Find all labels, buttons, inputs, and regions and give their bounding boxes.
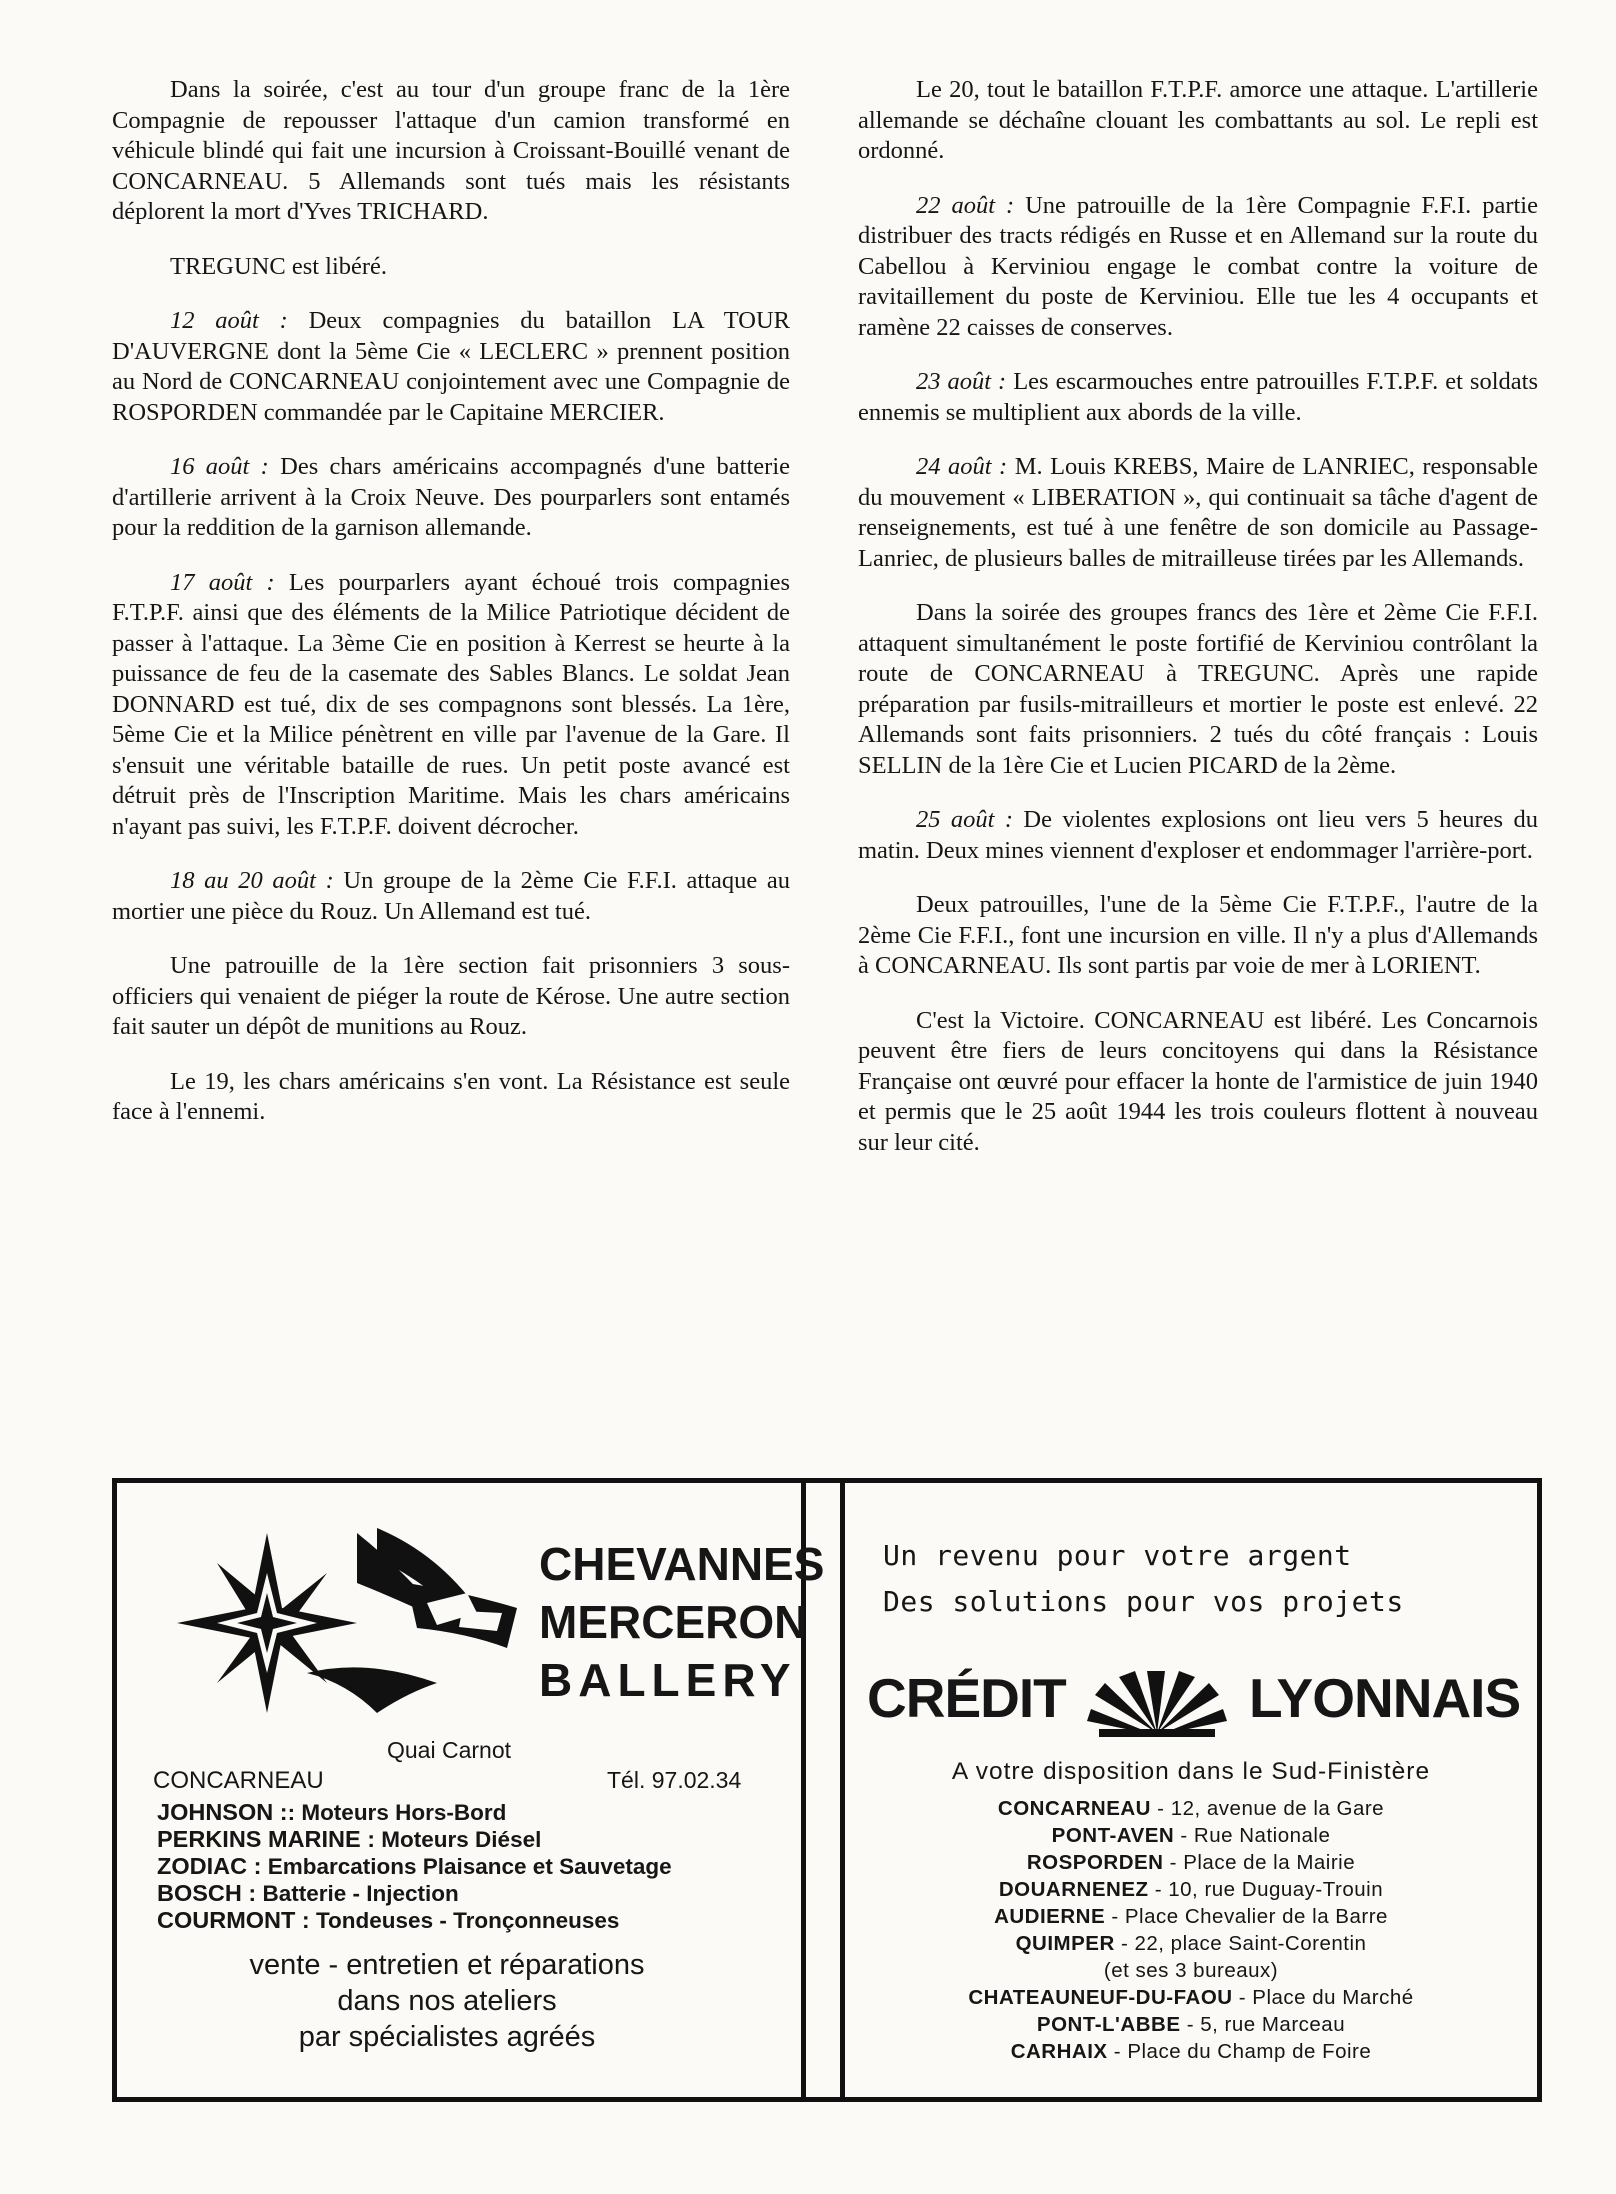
brand-description: Batterie - Injection [256, 1881, 459, 1906]
agency-city: DOUARNENEZ [998, 1878, 1149, 1901]
agency-address: - Place du Champ de Foire [1107, 2040, 1372, 2063]
date-label: 25 août : [916, 806, 1014, 833]
article-left-column [112, 75, 790, 1152]
service-line: par spécialistes agréés [298, 2021, 596, 2053]
agency-city: CARHAIX [1010, 2040, 1108, 2063]
brand-item [157, 1826, 672, 1853]
agency-address: - Place de la Mairie [1163, 1851, 1356, 1874]
article-right-column [858, 75, 1538, 1182]
availability-text: A votre disposition dans le Sud-Finistère [951, 1758, 1431, 1785]
compass-star-and-flags-icon [177, 1513, 527, 1728]
credit-lyonnais-fan-logo-icon [1077, 1663, 1237, 1743]
agency-city: PONT-AVEN [1051, 1824, 1175, 1847]
agency-address: - Place Chevalier de la Barre [1105, 1905, 1388, 1928]
paragraph [112, 568, 790, 843]
paragraph-text: C'est la Victoire. CONCARNEAU est libéré. Les Concarnois peuvent être fiers de leurs concitoyens qui dans la Résistance Française ont œuvré pour effacer la honte de l'armistice de juin 1940 et permis que le 25 août 1944 les trois couleurs flottent à nouveau sur leur cité. [858, 1006, 1538, 1156]
tagline-line: Des solutions pour vos projets [883, 1585, 1404, 1618]
agency-item [845, 1822, 1537, 1849]
brand-description: Moteurs Diésel [375, 1827, 542, 1852]
paragraph [112, 452, 790, 544]
brand-item [157, 1907, 672, 1934]
phone-number: Tél. 97.02.34 [607, 1767, 742, 1793]
paragraph-text: Un groupe de la 2ème Cie F.F.I. attaque au mortier une pièce du Rouz. Un Allemand est tué. [112, 867, 790, 925]
brand-list [157, 1799, 672, 1934]
paragraph [858, 598, 1538, 781]
agency-address: - Place du Marché [1232, 1986, 1414, 2009]
paragraph-text: Le 20, tout le bataillon F.T.P.F. amorce une attaque. L'artillerie allemande se déchaîne clouant les combattants au sol. Le repli est ordonné. [858, 76, 1538, 164]
ad-chevannes-merceron-ballery [117, 1483, 825, 2097]
paragraph-text: Le 19, les chars américains s'en vont. La Résistance est seule face à l'ennemi. [112, 1067, 790, 1125]
company-name [539, 1535, 825, 1709]
agency-address: - 12, avenue de la Gare [1150, 1797, 1385, 1820]
tagline [883, 1533, 1404, 1625]
paragraph-text: Des chars américains accompagnés d'une batterie d'artillerie arrivent à la Croix Neuve. Des pourparlers sont entamés pour la reddition de la garnison allemande. [112, 453, 791, 541]
tagline-line: Un revenu pour votre argent [883, 1539, 1352, 1572]
paragraph-text: Une patrouille de la 1ère Compagnie F.F.I. partie distribuer des tracts rédigés en Russe et en Allemand sur la route du Cabellou à Kerviniou engage le combat contre la voiture de ravitaillement du poste de Kerviniou. Elle tue les 4 occupants et ramène 22 caisses de conserves. [858, 191, 1538, 341]
paragraph-text: Les escarmouches entre patrouilles F.T.P.F. et soldats ennemis se multiplient aux abords de la ville. [858, 368, 1538, 426]
paragraph-text: Dans la soirée, c'est au tour d'un groupe franc de la 1ère Compagnie de repousser l'attaque d'un camion transformé en véhicule blindé qui fait une incursion à Croissant-Bouillé venant de CONCARNEAU. 5 Allemands sont tués mais les résistants déplorent la mort d'Yves TRICHARD. [112, 76, 790, 225]
paragraph [858, 805, 1538, 866]
agency-item [845, 1849, 1537, 1876]
brand-name: COURMONT : [157, 1907, 310, 1933]
agency-list [845, 1795, 1537, 2065]
paragraph [858, 75, 1538, 167]
agency-city: CHATEAUNEUF-DU-FAOU [968, 1986, 1233, 2009]
paragraph [112, 75, 790, 228]
address: Quai Carnot [387, 1737, 512, 1763]
agency-address: - Rue Nationale [1174, 1824, 1331, 1847]
agency-item [845, 1903, 1537, 1930]
agency-city: ROSPORDEN [1026, 1851, 1164, 1874]
agency-item [845, 1930, 1537, 1957]
brand-item [157, 1853, 672, 1880]
paragraph-text: De violentes explosions ont lieu vers 5 heures du matin. Deux mines viennent d'exploser et endommager l'arrière-port. [858, 806, 1538, 864]
agency-item [845, 2038, 1537, 2065]
agency-city: CONCARNEAU [997, 1797, 1151, 1820]
agency-address: - 22, place Saint-Corentin [1114, 1932, 1367, 1955]
paragraph-text: Les pourparlers ayant échoué trois compagnies F.T.P.F. ainsi que des éléments de la Milice Patriotique décident de passer à l'attaque. La 3ème Cie en position à Kerrest se heurte à la puissance de feu de la casemate des Sables Blancs. Le soldat Jean DONNARD est tué, dix de ses compagnons sont blessés. La 1ère, 5ème Cie et la Milice pénètrent en ville par l'avenue de la Gare. Il s'ensuit une véritable bataille de rues. Un petit poste avancé est détruit près de l'Inscription Maritime. Mais les chars américains n'ayant pas suivi, les F.T.P.F. doivent décrocher. [112, 568, 791, 840]
paragraph-text: Deux patrouilles, l'une de la 5ème Cie F.T.P.F., l'autre de la 2ème Cie F.F.I., font une incursion en ville. Il n'y a plus d'Allemands à CONCARNEAU. Ils sont partis par voie de mer à LORIENT. [858, 891, 1538, 979]
agency-item [845, 1795, 1537, 1822]
paragraph [858, 890, 1538, 982]
paragraph-text: Une patrouille de la 1ère section fait prisonniers 3 sous-officiers qui venaient de piéger la route de Kérose. Une autre section fait sauter un dépôt de munitions au Rouz. [112, 952, 790, 1040]
paragraph [112, 306, 790, 428]
agency-item [845, 1876, 1537, 1903]
agency-address: - 5, rue Marceau [1180, 2013, 1346, 2036]
city: CONCARNEAU [153, 1767, 324, 1794]
date-label: 23 août : [916, 368, 1007, 395]
date-label: 22 août : [916, 191, 1015, 219]
agency-address: - 10, rue Duguay-Trouin [1148, 1878, 1384, 1901]
paragraph [858, 1006, 1538, 1159]
date-label: 17 août : [170, 568, 275, 596]
brand-description: Tondeuses - Tronçonneuses [309, 1908, 620, 1933]
brand-name: PERKINS MARINE : [157, 1826, 376, 1852]
service-line: dans nos ateliers [337, 1985, 557, 2017]
paragraph-text: Deux compagnies du bataillon LA TOUR D'AUVERGNE dont la 5ème Cie « LECLERC » prennent position au Nord de CONCARNEAU conjointement avec une Compagnie de ROSPORDEN commandée par le Capitaine MERCIER. [112, 307, 790, 426]
paragraph-text: TREGUNC est libéré. [170, 252, 388, 280]
agency-city: PONT-L'ABBE [1036, 2013, 1181, 2036]
brand-name: ZODIAC : [157, 1853, 262, 1879]
brand-description: Embarcations Plaisance et Sauvetage [261, 1854, 672, 1879]
date-label: 12 août : [170, 307, 288, 334]
advertisements-box [112, 1478, 1542, 2102]
paragraph [112, 951, 790, 1043]
brand-name: JOHNSON : [157, 1799, 288, 1825]
company-name-line: BALLERY [539, 1654, 797, 1706]
brand-item [157, 1799, 672, 1826]
brand-description: : Moteurs Hors-Bord [287, 1800, 507, 1825]
paragraph [112, 252, 790, 283]
paragraph-text: Dans la soirée des groupes francs des 1ère et 2ème Cie F.F.I. attaquent simultanément le poste fortifié de Kerviniou contrôlant la route de CONCARNEAU à TREGUNC. Après une rapide préparation par fusils-mitrailleurs et mortier le poste est enlevé. 22 Allemands sont faits prisonniers. 2 tués du côté français : Louis SELLIN de la 1ère Cie et Lucien PICARD de la 2ème. [858, 599, 1538, 779]
brand-name-right: LYONNAIS [1249, 1667, 1521, 1729]
service-text [157, 1947, 737, 2055]
ad-credit-lyonnais [845, 1483, 1537, 2097]
agency-city: AUDIERNE [994, 1905, 1106, 1928]
agency-item [845, 1957, 1537, 1984]
agency-address: (et ses 3 bureaux) [1103, 1959, 1279, 1982]
agency-item [845, 1984, 1537, 2011]
brand-name-left: CRÉDIT [867, 1667, 1066, 1729]
paragraph-text: M. Louis KREBS, Maire de LANRIEC, responsable du mouvement « LIBERATION », qui continuait sa tâche d'agent de renseignements, est tué à une fenêtre de son domicile au Passage-Lanriec, de plusieurs balles de mitrailleuse tirées par les Allemands. [858, 453, 1539, 572]
brand-item [157, 1880, 672, 1907]
paragraph [858, 367, 1538, 428]
paragraph [858, 191, 1538, 344]
date-label: 18 au 20 août : [170, 867, 334, 894]
agency-item [845, 2011, 1537, 2038]
agency-city: QUIMPER [1015, 1932, 1115, 1955]
service-line: vente - entretien et réparations [249, 1949, 645, 1981]
brand-name: BOSCH : [157, 1880, 257, 1906]
paragraph [112, 866, 790, 927]
company-name-line: MERCERON [539, 1596, 808, 1648]
company-name-line: CHEVANNES [539, 1538, 825, 1590]
date-label: 16 août : [170, 453, 269, 480]
paragraph [112, 1067, 790, 1128]
date-label: 24 août : [916, 453, 1008, 480]
paragraph [858, 452, 1538, 574]
